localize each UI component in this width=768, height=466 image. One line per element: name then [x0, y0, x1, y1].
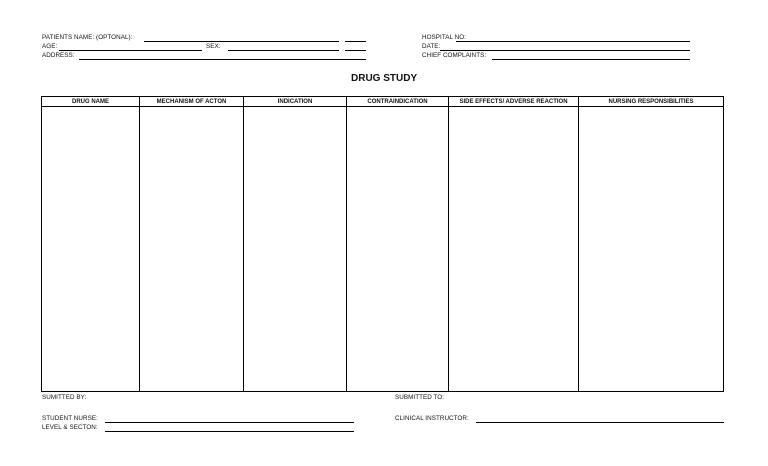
patient-name-label: PATIENTS NAME: (OPTONAL): — [42, 34, 133, 41]
sex-label: SEX: — [206, 43, 221, 50]
cell-drug-name[interactable] — [42, 107, 140, 392]
chief-complaints-line[interactable] — [492, 59, 690, 60]
cell-mechanism[interactable] — [140, 107, 244, 392]
cell-contraindication[interactable] — [347, 107, 449, 392]
address-line[interactable] — [79, 59, 366, 60]
patient-name-extra-line[interactable] — [345, 41, 366, 42]
age-label: AGE: — [42, 43, 58, 50]
column-header-contraindication: CONTRAINDICATION — [347, 97, 449, 107]
age-sex-extra-line[interactable] — [345, 50, 366, 51]
hospital-no-line[interactable] — [456, 41, 690, 42]
student-nurse-line[interactable] — [105, 422, 354, 423]
column-header-mechanism: MECHANISM OF ACTON — [140, 97, 244, 107]
cell-indication[interactable] — [244, 107, 347, 392]
drug-study-table — [41, 96, 724, 392]
table-header-row — [42, 97, 724, 107]
cell-nursing-responsibilities[interactable] — [579, 107, 724, 392]
submitted-to-label: SUBMITTED TO: — [395, 394, 445, 401]
sex-line[interactable] — [228, 50, 339, 51]
student-nurse-label: STUDENT NURSE: — [42, 415, 98, 422]
cell-side-effects[interactable] — [449, 107, 579, 392]
column-header-nursing-responsibilities: NURSING RESPONSIBILITIES — [579, 97, 724, 107]
clinical-instructor-label: CLINICAL INSTRUCTOR: — [395, 415, 469, 422]
submitted-by-label: SUMITTED BY: — [42, 394, 87, 401]
column-header-indication: INDICATION — [244, 97, 347, 107]
address-label: ADDRESS: — [42, 52, 75, 59]
page-title: DRUG STUDY — [351, 73, 418, 84]
hospital-no-label: HOSPITAL NO: — [422, 34, 466, 41]
date-label: DATE: — [422, 43, 441, 50]
date-line[interactable] — [440, 50, 690, 51]
age-line[interactable] — [59, 50, 202, 51]
clinical-instructor-line[interactable] — [476, 422, 724, 423]
level-section-line[interactable] — [105, 431, 354, 432]
patient-name-line[interactable] — [144, 41, 339, 42]
column-header-side-effects: SIDE EFFECTS/ ADVERSE REACTION — [449, 97, 579, 107]
chief-complaints-label: CHIEF COMPLAINTS: — [422, 52, 487, 59]
column-header-drug-name: DRUG NAME — [42, 97, 140, 107]
table-row — [42, 107, 724, 392]
level-section-label: LEVEL & SECTON: — [42, 424, 98, 431]
